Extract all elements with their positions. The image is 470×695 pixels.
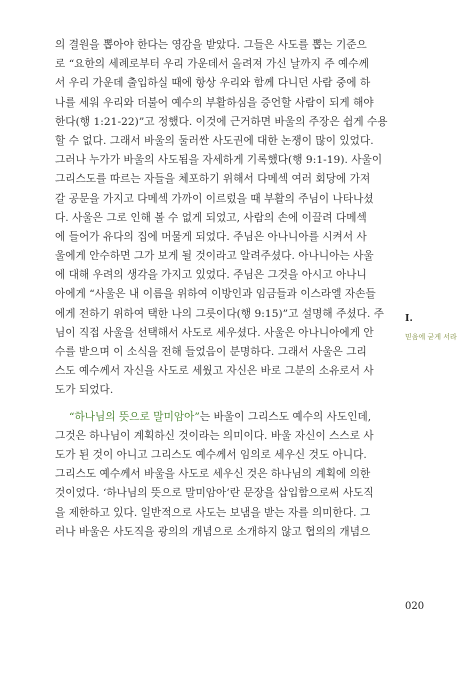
text-line: 서 우리 가운데 출입하실 때에 항상 우리와 함께 다니던 사람 중에 하	[55, 77, 371, 90]
text-line: 할 수 없다. 그래서 바울의 둘러싼 사도권에 대한 논쟁이 많이 있었다.	[55, 134, 374, 147]
text-line: 을 제한하고 있다. 일반적으로 사도는 보냄을 받는 자를 의미한다. 그	[55, 506, 371, 519]
text-line-rest: 는 바울이 그리스도 예수의 사도인데,	[199, 410, 372, 423]
highlighted-phrase: “하나님의 뜻으로 말미암아”	[69, 410, 200, 423]
text-line: 아에게 “사울은 내 이름을 위하여 이방인과 임금들과 이스라엘 자손들	[55, 288, 376, 301]
text-line: 다. 사울은 그로 인해 볼 수 없게 되었고, 사람의 손에 이끌려 다메섹	[55, 211, 367, 224]
text-line: 에 대해 우려의 생각을 가지고 있었다. 주님은 그것을 아시고 아나니	[55, 269, 367, 282]
text-line: 도가 된 것이 아니고 그리스도 예수께서 임의로 세우신 것도 아니다.	[55, 448, 367, 461]
text-line: 님이 직접 사울을 선택해서 사도로 세우셨다. 사울은 아나니아에게 안	[55, 326, 374, 339]
chapter-title-note: 믿음에 굳게 서라	[405, 333, 457, 341]
text-line: 그러나 누가가 바울의 사도됨을 자세하게 기록했다(행 9:1-19). 사울이	[55, 154, 383, 167]
text-line: 그리스도를 따르는 자들을 체포하기 위해서 다메섹 여러 회당에 가져	[55, 173, 371, 186]
text-line: 갈 공문을 가지고 다메섹 가까이 이르렀을 때 부활의 주님이 나타나셨	[55, 192, 374, 205]
text-line: 러나 바울은 사도직을 광의의 개념으로 소개하지 않고 협의의 개념으	[55, 525, 371, 538]
text-line: 그리스도 예수께서 바울을 사도로 세우신 것은 하나님의 계획에 의한	[55, 468, 371, 481]
text-line: 에게 전하기 위하여 택한 나의 그릇이다(행 9:15)”고 설명해 주셨다. 주	[55, 307, 385, 320]
text-line: 도가 되었다.	[55, 384, 114, 397]
text-line: 울에게 안수하면 그가 보게 될 것이라고 알려주셨다. 아나니아는 사울	[55, 250, 374, 263]
text-line: 의 결원을 뽑아야 한다는 영감을 받았다. 그들은 사도를 뽑는 기준으	[55, 39, 367, 51]
text-line: 한다(행 1:21-22)”고 정했다. 이것에 근거하면 바울의 주장은 쉽게 수용	[55, 115, 388, 128]
text-line: 그것은 하나님이 계획하신 것이라는 의미이다. 바울 자신이 스스로 사	[55, 429, 374, 442]
page-number: 020	[405, 601, 425, 612]
text-line: 것이었다. ‘하나님의 뜻으로 말미암아’란 문장을 삽입함으로써 사도직	[55, 487, 374, 500]
paragraph-first-line	[55, 408, 401, 427]
text-line: 수를 받으며 이 소식을 전해 들었음이 분명하다. 그래서 사울은 그리	[55, 346, 367, 358]
text-line: 에 들어가 유다의 집에 머물게 되었다. 주님은 아나니아를 시켜서 사	[55, 230, 367, 243]
text-line: 로 “요한의 세례로부터 우리 가운데서 올려져 가신 날까지 주 예수께	[55, 58, 369, 71]
chapter-marker: I.	[405, 313, 413, 324]
text-line: 나를 세워 우리와 더불어 예수의 부활하심을 증언할 사람이 되게 해야	[55, 96, 374, 109]
body-text	[55, 36, 401, 542]
text-line: 스도 예수께서 자신을 사도로 세웠고 자신은 바로 그분의 소유로서 사	[55, 365, 374, 378]
